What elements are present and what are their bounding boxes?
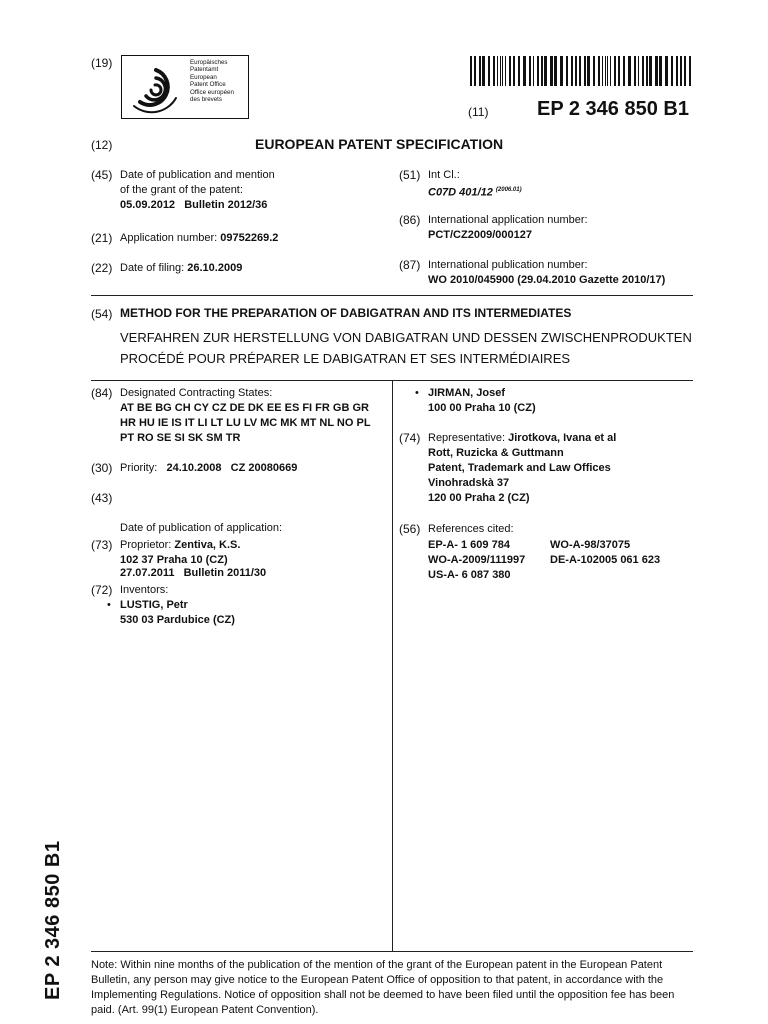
reference: EP-A- 1 609 784 [428,539,510,551]
barcode-bar [505,56,506,86]
barcode-bar [571,56,573,86]
international-application: International application number: PCT/CZ2009/000127 [428,214,588,241]
inventor-1: LUSTIG, Petr 530 03 Pardubice (CZ) [120,599,235,626]
inid-19: (19) [91,56,113,70]
barcode-bar [533,56,534,86]
bullet: • [415,387,419,399]
barcode-bar [671,56,673,86]
barcode-bar [680,56,682,86]
patent-number: EP 2 346 850 B1 [537,98,689,120]
barcode-bar [493,56,495,86]
barcode-bar [618,56,620,86]
barcode-bar [550,56,553,86]
application-publication: Date of publication of application: 27.07.2011 Bulletin 2011/30 [120,522,283,579]
reference: US-A- 6 087 380 [428,569,511,581]
barcode-bar [584,56,586,86]
title-french: PROCÉDÉ POUR PRÉPARER LE DABIGATRAN ET SES INTERMÉDIAIRES [120,351,571,366]
inid-54: (54) [91,307,113,321]
inventors-label: Inventors: [120,584,169,596]
barcode-bar [482,56,485,86]
inid-11: (11) [468,105,489,119]
barcode-bar [560,56,563,86]
inid-30: (30) [91,461,113,475]
proprietor: Proprietor: Zentiva, K.S. 102 37 Praha 10 (CZ) [120,539,241,566]
barcode-bar [470,56,472,86]
inid-43: (43) [91,491,113,505]
barcode-bar [537,56,539,86]
grant-publication: Date of publication and mention of the grant of the patent: 05.09.2012 Bulletin 2012/36 [120,169,275,211]
barcode-bar [638,56,639,86]
inid-22: (22) [91,261,113,275]
barcode-bar [509,56,511,86]
divider-top [91,295,693,296]
barcode-bar [646,56,648,86]
barcode-bar [610,56,611,86]
barcode-bar [587,56,590,86]
barcode-bar [518,56,520,86]
application-number: Application number: 09752269.2 [120,232,279,244]
barcode-bar [628,56,631,86]
barcode-bar [529,56,531,86]
barcode-bar [634,56,636,86]
barcode-bar [598,56,600,86]
document-type: EUROPEAN PATENT SPECIFICATION [255,136,504,152]
inid-12: (12) [91,138,113,152]
barcode-bar [655,56,658,86]
inid-51: (51) [399,168,421,182]
inid-21: (21) [91,231,113,245]
barcode-bar [579,56,581,86]
title-german: VERFAHREN ZUR HERSTELLUNG VON DABIGATRAN UND DESSEN ZWISCHENPRODUKTEN [120,330,692,345]
barcode-bar [554,56,557,86]
barcode-bar [544,56,547,86]
barcode-bar [497,56,498,86]
barcode-bar [665,56,668,86]
priority: Priority: 24.10.2008 CZ 20080669 [120,462,298,474]
inventor-2: JIRMAN, Josef 100 00 Praha 10 (CZ) [428,387,536,414]
barcode-bar [575,56,577,86]
reference: DE-A-102005 061 623 [550,554,661,566]
barcode-bar [502,56,503,86]
inid-45: (45) [91,168,113,182]
international-publication: International publication number: WO 2010/045900 (29.04.2010 Gazette 2010/17) [428,259,666,286]
inid-84: (84) [91,386,113,400]
barcode-bar [642,56,644,86]
inid-86: (86) [399,213,421,227]
inid-74: (74) [399,431,421,445]
barcode [470,56,694,86]
opposition-note: Note: Within nine months of the publication of the mention of the grant of the European patent in the European Patent Bulletin, any person may give notice to the European Patent Office of opposition to that patent, in accordance with the Implementing Regulations. Notice of opposition shall not be deemed to have been filed until the opposition fee has been paid. (Art. 99(1) European Patent Convention). [91,959,675,1016]
barcode-bar [488,56,490,86]
barcode-bar [479,56,481,86]
bullet: • [107,599,111,611]
filing-date: Date of filing: 26.10.2009 [120,262,243,274]
barcode-bar [684,56,686,86]
epo-emblem-icon [126,62,186,114]
representative: Representative: Jirotkova, Ivana et al Rott, Ruzicka & Guttmann Patent, Trademark and Law Offices Vinohradskà 37 120 00 Praha 2 (CZ) [428,432,617,504]
references-label: References cited: [428,523,514,535]
reference: WO-A-98/37075 [550,539,631,551]
reference: WO-A-2009/111997 [428,554,526,566]
inid-72: (72) [91,583,113,597]
barcode-bar [607,56,608,86]
int-classification: Int Cl.: C07D 401/12 $^{(2006.01)}$ [428,169,522,199]
column-divider [392,380,393,951]
barcode-bar [541,56,543,86]
barcode-bar [605,56,606,86]
epo-logo [121,55,249,119]
inid-56: (56) [399,522,421,536]
divider-bottom [91,951,693,952]
logo-text: Europäisches Patentamt European Patent Office Office européen des brevets [190,59,234,104]
barcode-bar [659,56,662,86]
inid-73: (73) [91,538,113,552]
barcode-bar [593,56,595,86]
title-english: METHOD FOR THE PREPARATION OF DABIGATRAN AND ITS INTERMEDIATES [120,306,572,320]
side-patent-number: EP 2 346 850 B1 [42,840,64,1000]
barcode-bar [566,56,568,86]
barcode-bar [689,56,691,86]
designated-states: Designated Contracting States: AT BE BG CH CY CZ DE DK EE ES FI FR GB GR HR HU IE IS IT LI LT LU LV MC MK MT NL NO PL PT RO SE SI SK SM TR [120,387,371,444]
barcode-bar [676,56,678,86]
barcode-bar [523,56,526,86]
barcode-bar [474,56,476,86]
barcode-bar [500,56,501,86]
barcode-bar [614,56,616,86]
inid-87: (87) [399,258,421,272]
barcode-bar [602,56,603,86]
barcode-bar [649,56,652,86]
barcode-bar [623,56,625,86]
barcode-bar [513,56,515,86]
